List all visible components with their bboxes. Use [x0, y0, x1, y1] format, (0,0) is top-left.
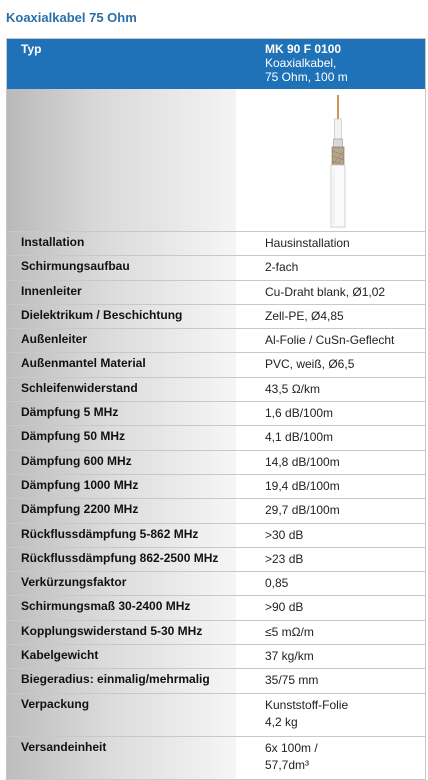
spec-value: PVC, weiß, Ø6,5 [236, 353, 425, 376]
image-row-label-cell [7, 89, 236, 231]
coax-cable-icon [303, 93, 373, 229]
spec-label: Rückflussdämpfung 862-2500 MHz [7, 548, 236, 571]
table-row [7, 378, 425, 402]
spec-label: Dämpfung 2200 MHz [7, 499, 236, 522]
table-row [7, 596, 425, 620]
spec-value: 0,85 [236, 572, 425, 595]
spec-label: Schleifenwiderstand [7, 378, 236, 401]
table-row [7, 694, 425, 737]
spec-value: Hausinstallation [236, 232, 425, 255]
model-desc-line2: 75 Ohm, 100 m [265, 70, 348, 84]
spec-rows [7, 232, 425, 779]
spec-value: Zell-PE, Ø4,85 [236, 305, 425, 328]
spec-label: Verpackung [7, 694, 236, 736]
table-row [7, 256, 425, 280]
header-model [265, 42, 348, 84]
spec-label: Dämpfung 600 MHz [7, 451, 236, 474]
table-header [7, 39, 425, 89]
spec-label: Dielektrikum / Beschichtung [7, 305, 236, 328]
table-row [7, 645, 425, 669]
spec-label: Außenmantel Material [7, 353, 236, 376]
spec-label: Schirmungsmaß 30-2400 MHz [7, 596, 236, 619]
spec-label: Dämpfung 1000 MHz [7, 475, 236, 498]
spec-value: 19,4 dB/100m [236, 475, 425, 498]
spec-label: Biegeradius: einmalig/mehrmalig [7, 669, 236, 692]
table-row [7, 402, 425, 426]
spec-value: 43,5 Ω/km [236, 378, 425, 401]
spec-value: >90 dB [236, 596, 425, 619]
spec-label: Innenleiter [7, 281, 236, 304]
table-row [7, 499, 425, 523]
spec-label: Kopplungswiderstand 5-30 MHz [7, 621, 236, 644]
spec-label: Installation [7, 232, 236, 255]
spec-label: Dämpfung 50 MHz [7, 426, 236, 449]
spec-label: Versandeinheit [7, 737, 236, 779]
spec-label: Rückflussdämpfung 5-862 MHz [7, 524, 236, 547]
spec-value: 37 kg/km [236, 645, 425, 668]
table-row [7, 621, 425, 645]
spec-value: 2-fach [236, 256, 425, 279]
model-desc-line1: Koaxialkabel, [265, 56, 337, 70]
table-row [7, 281, 425, 305]
spec-value: 29,7 dB/100m [236, 499, 425, 522]
table-row [7, 329, 425, 353]
spec-label: Außenleiter [7, 329, 236, 352]
spec-label: Kabelgewicht [7, 645, 236, 668]
table-row [7, 475, 425, 499]
spec-table [6, 38, 426, 780]
spec-label: Verkürzungsfaktor [7, 572, 236, 595]
table-row [7, 572, 425, 596]
spec-value: 14,8 dB/100m [236, 451, 425, 474]
spec-value: Cu-Draht blank, Ø1,02 [236, 281, 425, 304]
table-row [7, 669, 425, 693]
product-image-row [7, 89, 425, 232]
table-row [7, 737, 425, 779]
table-row [7, 353, 425, 377]
table-row [7, 524, 425, 548]
spec-value: 35/75 mm [236, 669, 425, 692]
spec-value: 1,6 dB/100m [236, 402, 425, 425]
spec-value: >23 dB [236, 548, 425, 571]
header-typ-label: Typ [21, 42, 42, 56]
table-row [7, 451, 425, 475]
spec-value: Kunststoff-Folie 4,2 kg [236, 694, 425, 736]
spec-value: 6x 100m / 57,7dm³ [236, 737, 425, 779]
table-row [7, 548, 425, 572]
table-row [7, 305, 425, 329]
model-number: MK 90 F 0100 [265, 42, 342, 56]
spec-value: >30 dB [236, 524, 425, 547]
table-row [7, 232, 425, 256]
table-row [7, 426, 425, 450]
spec-value: 4,1 dB/100m [236, 426, 425, 449]
spec-label: Schirmungsaufbau [7, 256, 236, 279]
page-title: Koaxialkabel 75 Ohm [6, 10, 137, 25]
spec-value: Al-Folie / CuSn-Geflecht [236, 329, 425, 352]
spec-value: ≤5 mΩ/m [236, 621, 425, 644]
spec-label: Dämpfung 5 MHz [7, 402, 236, 425]
